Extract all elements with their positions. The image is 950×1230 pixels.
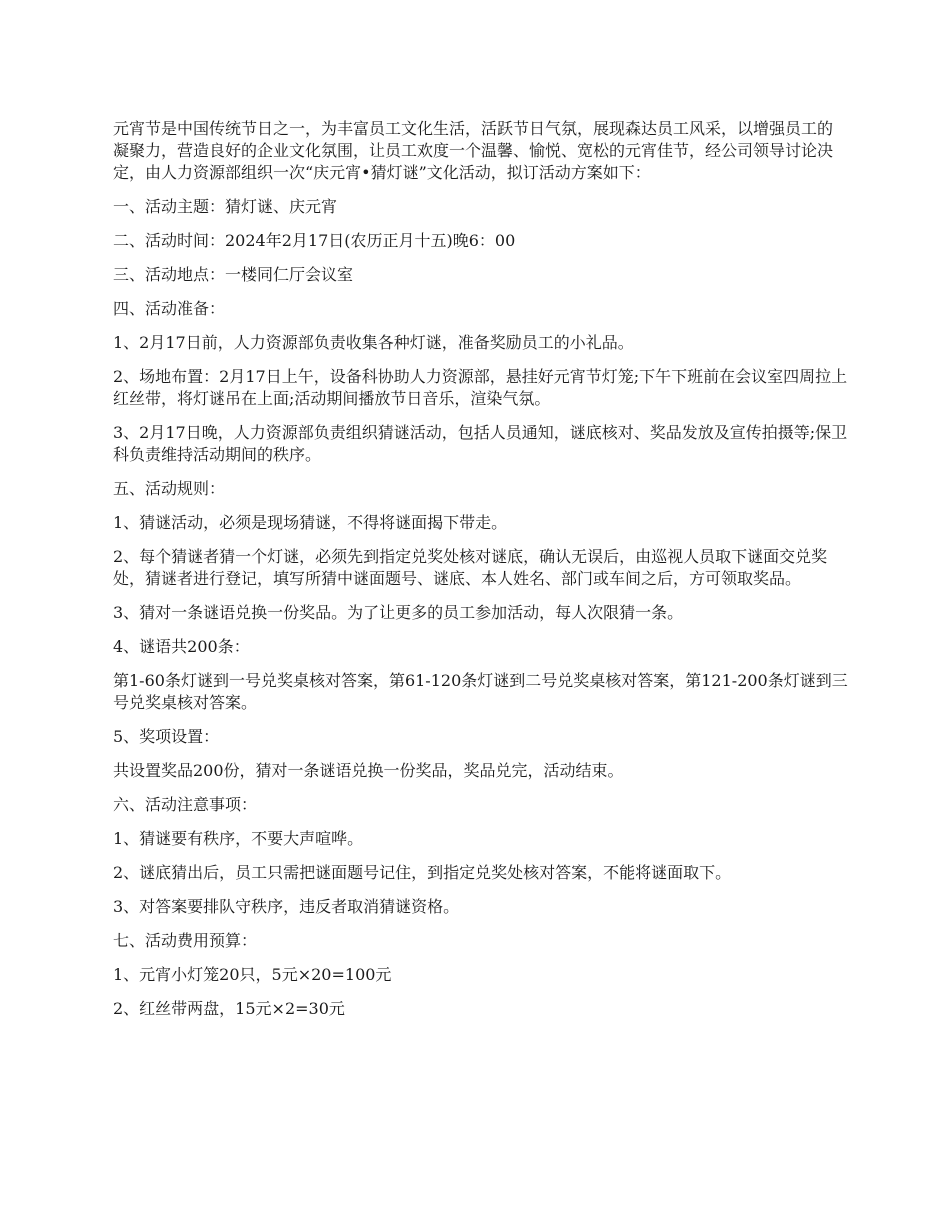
preparation-item-3: 3、2月17日晚，人力资源部负责组织猜谜活动，包括人员通知，谜底核对、奖品发放及宣传拍摄等;保卫科负责维持活动期间的秩序。 <box>113 423 848 464</box>
notes-item-1: 1、猜谜要有秩序，不要大声喧哗。 <box>113 829 364 848</box>
intro-paragraph: 元宵节是中国传统节日之一，为丰富员工文化生活，活跃节日气氛，展现森达员工风采，以增强员工的凝聚力，营造良好的企业文化氛围，让员工欢度一个温馨、愉悦、宽松的元宵佳节，经公司领导讨论决定，由人力资源部组织一次“庆元宵•猜灯谜”文化活动，拟订活动方案如下： <box>113 119 834 182</box>
section-heading-time: 二、活动时间：2024年2月17日(农历正月十五)晚6：00 <box>113 231 516 250</box>
notes-item-2: 2、谜底猜出后，员工只需把谜面题号记住，到指定兑奖处核对答案，不能将谜面取下。 <box>113 863 732 882</box>
section-heading-rules: 五、活动规则： <box>113 479 226 498</box>
rules-item-2: 2、每个猜谜者猜一个灯谜，必须先到指定兑奖处核对谜底，确认无误后，由巡视人员取下谜面交兑奖处，猜谜者进行登记，填写所猜中谜面题号、谜底、本人姓名、部门或车间之后，方可领取奖品。 <box>113 547 828 588</box>
section-heading-budget: 七、活动费用预算： <box>113 931 258 950</box>
rules-item-4: 4、谜语共200条： <box>113 637 250 656</box>
rules-item-1: 1、猜谜活动，必须是现场猜谜，不得将谜面揭下带走。 <box>113 513 508 532</box>
section-heading-theme: 一、活动主题：猜灯谜、庆元宵 <box>113 197 338 216</box>
notes-item-3: 3、对答案要排队守秩序，违反者取消猜谜资格。 <box>113 897 460 916</box>
preparation-item-2: 2、场地布置：2月17日上午，设备科协助人力资源部，悬挂好元宵节灯笼;下午下班前在会议室四周拉上红丝带，将灯谜吊在上面;活动期间播放节日音乐，渲染气氛。 <box>113 367 848 408</box>
section-heading-notes: 六、活动注意事项： <box>113 795 258 814</box>
section-heading-preparation: 四、活动准备： <box>113 299 226 318</box>
rules-item-4-detail: 第1-60条灯谜到一号兑奖桌核对答案，第61-120条灯谜到二号兑奖桌核对答案，第121-200条灯谜到三号兑奖桌核对答案。 <box>113 671 848 712</box>
budget-item-1: 1、元宵小灯笼20只，5元×20=100元 <box>113 965 392 984</box>
document-body <box>113 118 848 1020</box>
section-heading-location: 三、活动地点：一楼同仁厅会议室 <box>113 265 354 284</box>
budget-item-2: 2、红丝带两盘，15元×2=30元 <box>113 999 345 1018</box>
rules-item-5: 5、奖项设置： <box>113 727 220 746</box>
rules-item-3: 3、猜对一条谜语兑换一份奖品。为了让更多的员工参加活动，每人次限猜一条。 <box>113 603 684 622</box>
rules-item-5-detail: 共设置奖品200份，猜对一条谜语兑换一份奖品，奖品兑完，活动结束。 <box>113 761 624 780</box>
preparation-item-1: 1、2月17日前，人力资源部负责收集各种灯谜，准备奖励员工的小礼品。 <box>113 333 634 352</box>
